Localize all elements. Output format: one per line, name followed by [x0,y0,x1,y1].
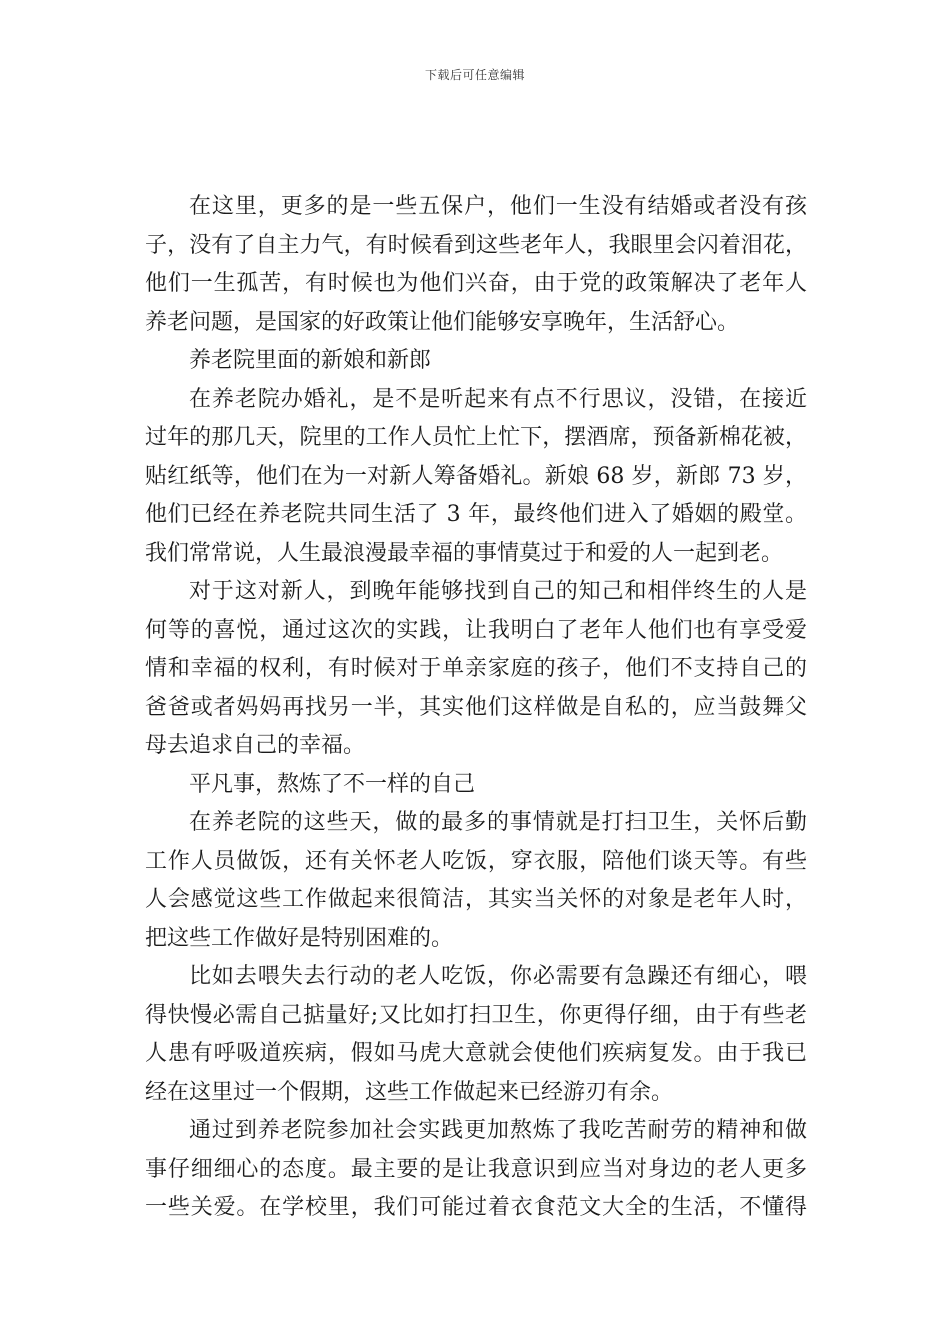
text-line: 经在这里过一个假期，这些工作做起来已经游刃有余。 [145,1079,674,1105]
text-line: 工作人员做饭，还有关怀老人吃饭，穿衣服，陪他们谈天等。有些 [145,848,807,874]
text-line: 得快慢必需自己掂量好;又比如打扫卫生，你更得仔细，由于有些老 [145,1002,807,1028]
text-line: 对于这对新人，到晚年能够找到自己的知己和相伴终生的人是 [189,579,807,604]
text-line: 爸爸或者妈妈再找另一半，其实他们这样做是自私的，应当鼓舞父 [145,694,807,720]
text-line: 通过到养老院参加社会实践更加熬炼了我吃苦耐劳的精神和做 [189,1118,807,1143]
text-line: 比如去喂失去行动的老人吃饭，你必需要有急躁还有细心，喂 [189,964,807,989]
text-line: 子，没有了自主力气，有时候看到这些老年人，我眼里会闪着泪花， [145,232,807,258]
document-body [145,188,807,1228]
section-heading: 平凡事，熬炼了不一样的自己 [189,771,476,797]
text-line: 我们常常说，人生最浪漫最幸福的事情莫过于和爱的人一起到老。 [145,540,784,566]
text-line: 他们一生孤苦，有时候也为他们兴奋，由于党的政策解决了老年人 [145,271,807,296]
text-line: 贴红纸等，他们在为一对新人筹备婚礼。新娘 68 岁，新郎 73 岁， [145,463,807,489]
section-heading: 养老院里面的新娘和新郎 [189,348,432,373]
text-line: 在养老院的这些天，做的最多的事情就是打扫卫生，关怀后勤 [189,810,807,835]
text-line: 母去追求自己的幸福。 [145,733,366,758]
text-line: 情和幸福的权利，有时候对于单亲家庭的孩子，他们不支持自己的 [145,656,807,681]
text-line: 他们已经在养老院共同生活了 3 年，最终他们进入了婚姻的殿堂。 [145,502,807,527]
text-line: 在这里，更多的是一些五保户，他们一生没有结婚或者没有孩 [189,194,807,219]
text-line: 人会感觉这些工作做起来很简洁，其实当关怀的对象是老年人时， [145,887,807,912]
text-line: 人患有呼吸道疾病，假如马虎大意就会使他们疾病复发。由于我已 [145,1041,807,1066]
text-line: 一些关爱。在学校里，我们可能过着衣食范文大全的生活，不懂得 [145,1195,807,1220]
text-line: 何等的喜悦，通过这次的实践，让我明白了老年人他们也有享受爱 [145,617,807,643]
text-line: 过年的那几天，院里的工作人员忙上忙下，摆酒席，预备新棉花被， [145,425,807,450]
text-line: 在养老院办婚礼，是不是听起来有点不行思议，没错，在接近 [189,386,807,412]
text-line: 养老问题，是国家的好政策让他们能够安享晚年，生活舒心。 [145,309,740,335]
page-header: 下载后可任意编辑 [424,68,525,82]
text-line: 把这些工作做好是特别困难的。 [145,925,454,951]
text-line: 事仔细细心的态度。最主要的是让我意识到应当对身边的老人更多 [145,1156,807,1182]
